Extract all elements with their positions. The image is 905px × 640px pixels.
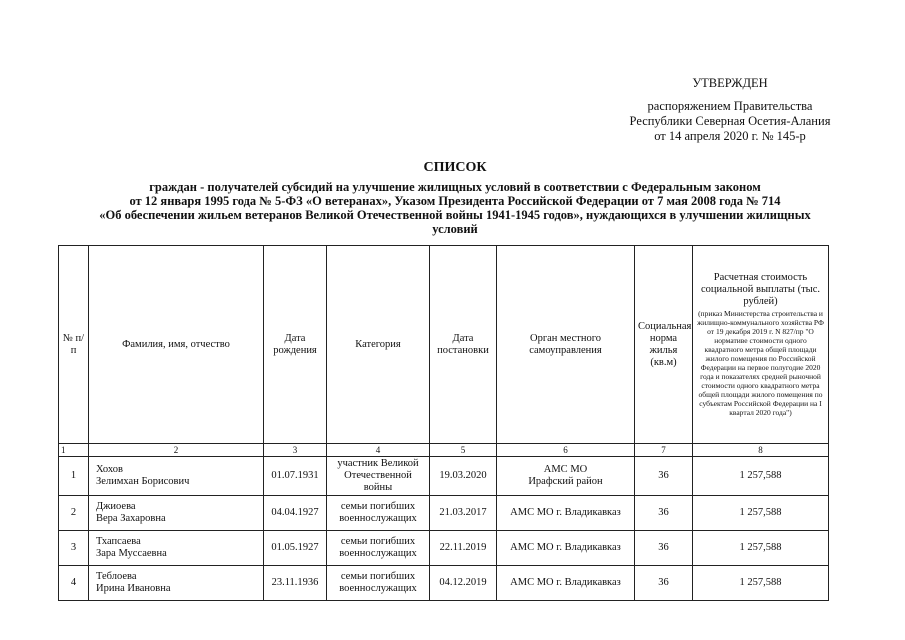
col-number: 2 bbox=[89, 444, 264, 457]
approval-block bbox=[600, 76, 860, 144]
approval-line-1: распоряжением Правительства bbox=[647, 99, 813, 113]
title-line-2: от 12 января 1995 года № 5-ФЗ «О ветеранах», Указом Президента Российской Федерации от 7 мая 2008 года № 714 bbox=[129, 194, 781, 208]
row-num: 3 bbox=[59, 531, 89, 566]
row-first-name: Ирина Ивановна bbox=[96, 583, 171, 594]
col-number: 1 bbox=[59, 444, 89, 457]
row-birth: 23.11.1936 bbox=[264, 566, 327, 601]
row-authority-line-2: Ирафский район bbox=[528, 476, 603, 487]
row-authority bbox=[497, 496, 635, 531]
row-cost: 1 257,588 bbox=[693, 457, 829, 496]
header-cost-note: (приказ Министерства строительства и жилищно-коммунального хозяйства РФ от 19 декабря 2019 г. N 827/пр "О нормативе стоимости одного квадратного метра общей площади жилого помещения по Российской Федерации на первое полугодие 2020 года и показателях средней рыночной стоимости одного квадратного метра общей площади жилого помещения по субъектам Российской Федерации на I квартал 2020 года") bbox=[697, 309, 824, 417]
table-row bbox=[59, 457, 829, 496]
row-last-name: Хохов bbox=[96, 464, 123, 475]
header-reg-date: Дата постановки bbox=[430, 246, 497, 444]
header-authority: Орган местного самоуправления bbox=[497, 246, 635, 444]
row-norm: 36 bbox=[635, 457, 693, 496]
row-cost: 1 257,588 bbox=[693, 496, 829, 531]
row-name bbox=[89, 531, 264, 566]
row-last-name: Тхапсаева bbox=[96, 536, 141, 547]
header-cost bbox=[693, 246, 829, 444]
row-name bbox=[89, 496, 264, 531]
col-number: 5 bbox=[430, 444, 497, 457]
row-authority bbox=[497, 457, 635, 496]
row-authority-line-1: АМС МО г. Владикавказ bbox=[510, 577, 621, 588]
document-title bbox=[40, 161, 870, 236]
header-row bbox=[59, 246, 829, 444]
row-num: 1 bbox=[59, 457, 89, 496]
row-first-name: Зелимхан Борисович bbox=[96, 476, 190, 487]
col-number: 7 bbox=[635, 444, 693, 457]
header-num: № п/п bbox=[59, 246, 89, 444]
row-first-name: Зара Муссаевна bbox=[96, 548, 167, 559]
col-number: 8 bbox=[693, 444, 829, 457]
row-birth: 01.05.1927 bbox=[264, 531, 327, 566]
approval-line-3: от 14 апреля 2020 г. № 145-р bbox=[654, 129, 806, 143]
table-row bbox=[59, 566, 829, 601]
row-reg-date: 22.11.2019 bbox=[430, 531, 497, 566]
col-number: 4 bbox=[327, 444, 430, 457]
title-line-3: «Об обеспечении жильем ветеранов Великой Отечественной войны 1941-1945 годов», нуждающихся в улучшении жилищных bbox=[99, 208, 811, 222]
table-row bbox=[59, 531, 829, 566]
row-norm: 36 bbox=[635, 566, 693, 601]
col-number: 6 bbox=[497, 444, 635, 457]
approval-line-2: Республики Северная Осетия-Алания bbox=[629, 114, 831, 128]
row-num: 4 bbox=[59, 566, 89, 601]
title-main: СПИСОК bbox=[423, 160, 487, 175]
title-line-4: условий bbox=[432, 222, 478, 236]
row-birth: 04.04.1927 bbox=[264, 496, 327, 531]
row-cost: 1 257,588 bbox=[693, 566, 829, 601]
row-category: семьи погибших военнослужащих bbox=[327, 531, 430, 566]
row-norm: 36 bbox=[635, 496, 693, 531]
row-first-name: Вера Захаровна bbox=[96, 513, 166, 524]
header-category: Категория bbox=[327, 246, 430, 444]
header-norm: Социальная норма жилья (кв.м) bbox=[635, 246, 693, 444]
row-authority bbox=[497, 566, 635, 601]
row-category: семьи погибших военнослужащих bbox=[327, 496, 430, 531]
row-category: семьи погибших военнослужащих bbox=[327, 566, 430, 601]
header-cost-main: Расчетная стоимость социальной выплаты (тыс. рублей) bbox=[701, 272, 820, 307]
row-cost: 1 257,588 bbox=[693, 531, 829, 566]
row-authority-line-1: АМС МО г. Владикавказ bbox=[510, 507, 621, 518]
column-number-row bbox=[59, 444, 829, 457]
approval-heading: УТВЕРЖДЕН bbox=[692, 76, 768, 90]
row-reg-date: 19.03.2020 bbox=[430, 457, 497, 496]
header-name: Фамилия, имя, отчество bbox=[89, 246, 264, 444]
row-reg-date: 21.03.2017 bbox=[430, 496, 497, 531]
row-last-name: Теблоева bbox=[96, 571, 137, 582]
row-name bbox=[89, 457, 264, 496]
row-authority-line-1: АМС МО г. Владикавказ bbox=[510, 542, 621, 553]
title-line-1: граждан - получателей субсидий на улучшение жилищных условий в соответствии с Федеральным законом bbox=[149, 180, 761, 194]
row-norm: 36 bbox=[635, 531, 693, 566]
row-authority-line-1: АМС МО bbox=[543, 464, 588, 475]
row-category: участник Великой Отечественной войны bbox=[327, 457, 430, 496]
row-birth: 01.07.1931 bbox=[264, 457, 327, 496]
row-num: 2 bbox=[59, 496, 89, 531]
row-reg-date: 04.12.2019 bbox=[430, 566, 497, 601]
row-name bbox=[89, 566, 264, 601]
row-last-name: Джиоева bbox=[96, 501, 136, 512]
recipients-table bbox=[58, 245, 829, 601]
row-authority bbox=[497, 531, 635, 566]
header-birth: Дата рождения bbox=[264, 246, 327, 444]
table-row bbox=[59, 496, 829, 531]
col-number: 3 bbox=[264, 444, 327, 457]
